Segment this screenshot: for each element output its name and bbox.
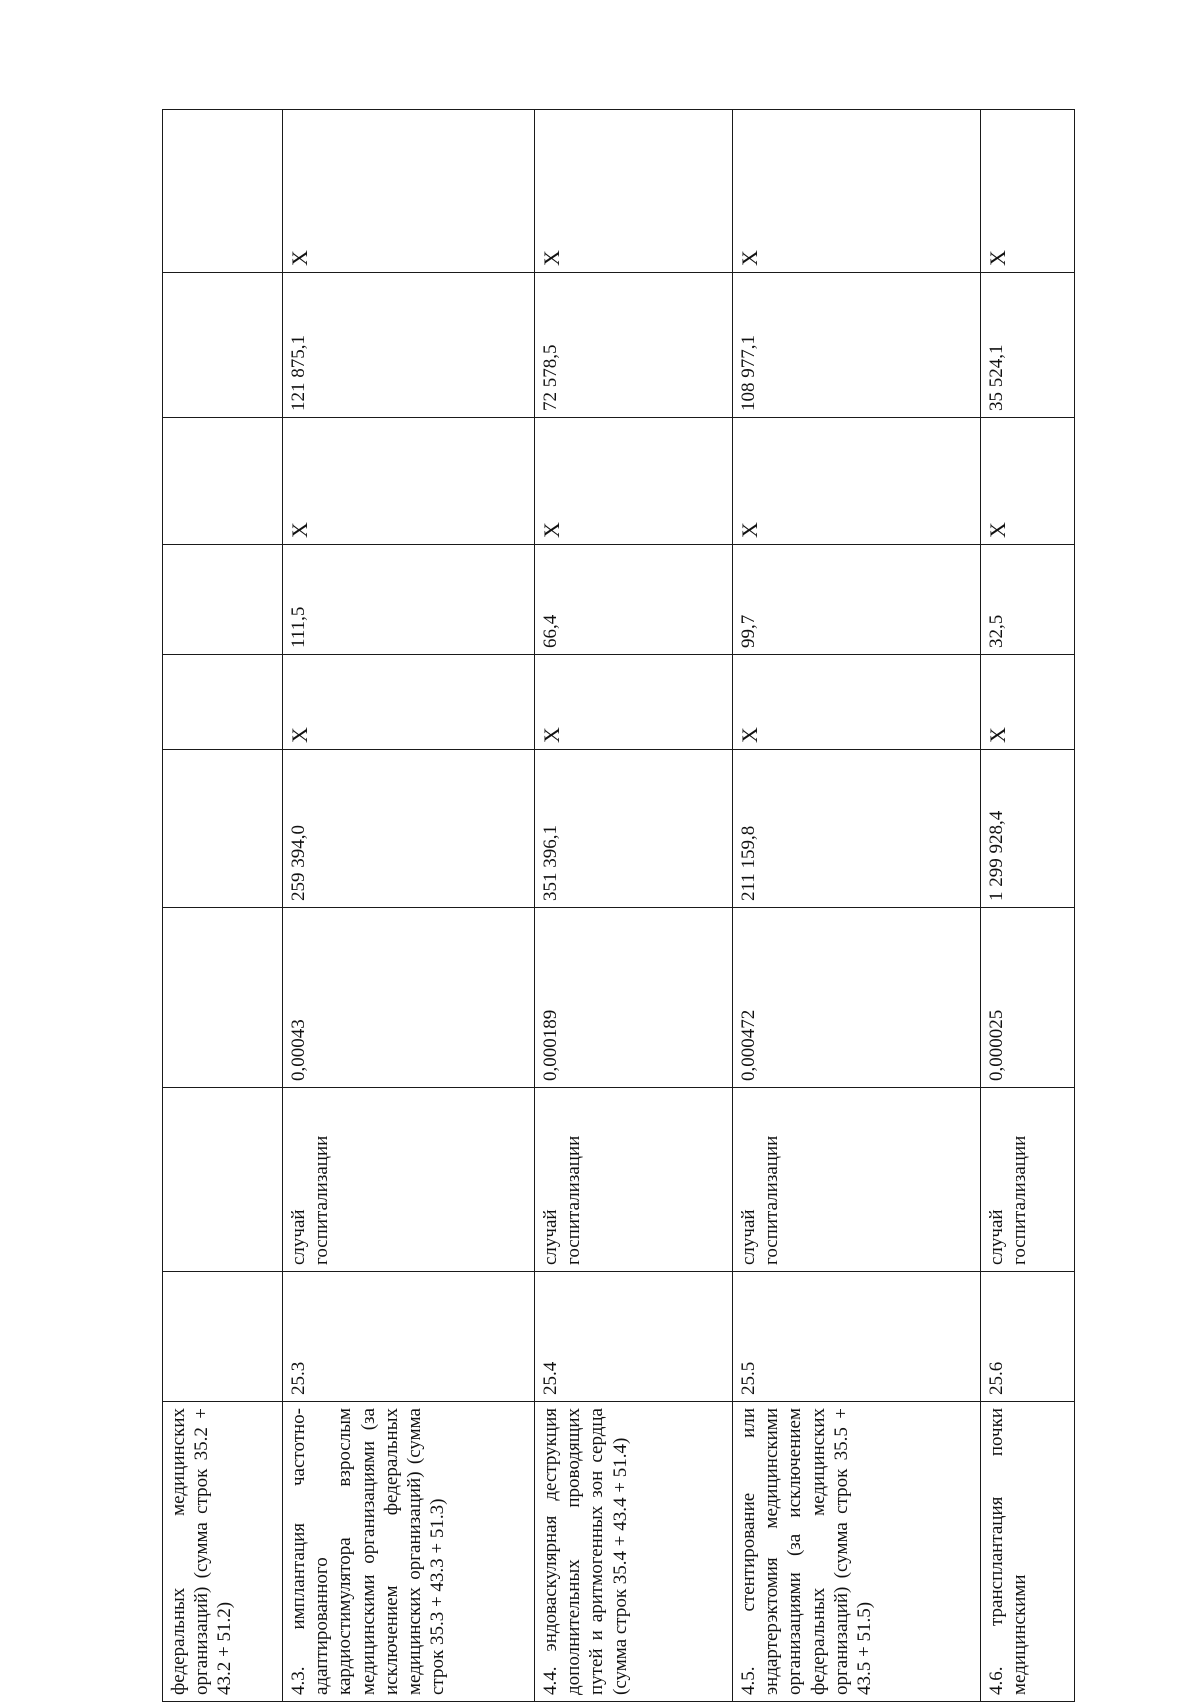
row-name-cell: 4.6. трансплантация почки медицинскими [981,1402,1075,1702]
row-name-cell: 4.5. стентирование или эндартерэктомия медицинскими организациями (за исключением федеральных медицинских организаций) (сумма строк 35.5 + 43.5 + 51.5) [733,1402,981,1702]
table-row [163,110,283,1702]
row-col9-cell: 121 875,1 [283,273,535,418]
row-col7-cell [163,545,283,655]
row-unit-cell: случай госпитализации [535,1088,733,1272]
row-unit-cell: случай госпитализации [981,1088,1075,1272]
row-cost-cell: 259 394,0 [283,750,535,908]
tariff-table [162,109,1075,1702]
row-code-cell [163,1272,283,1402]
row-norm-cell: 0,000189 [535,908,733,1088]
row-col6-cell: X [981,655,1075,750]
row-col10-cell [163,110,283,273]
row-col6-cell: X [283,655,535,750]
row-col9-cell: 72 578,5 [535,273,733,418]
row-col8-cell: X [733,418,981,545]
row-cost-cell: 211 159,8 [733,750,981,908]
rotated-table-container [162,110,1074,1702]
row-norm-cell [163,908,283,1088]
table-row [733,110,981,1702]
row-col7-cell: 111,5 [283,545,535,655]
row-col9-cell: 108 977,1 [733,273,981,418]
row-col10-cell: X [733,110,981,273]
row-col10-cell: X [981,110,1075,273]
row-unit-cell: случай госпитализации [733,1088,981,1272]
table-row [283,110,535,1702]
row-unit-cell: случай госпитализации [283,1088,535,1272]
row-code-cell: 25.5 [733,1272,981,1402]
row-col8-cell [163,418,283,545]
table-row [981,110,1075,1702]
row-norm-cell: 0,000472 [733,908,981,1088]
row-name-cell: федеральных медицинских организаций) (сумма строк 35.2 + 43.2 + 51.2) [163,1402,283,1702]
row-col8-cell: X [981,418,1075,545]
row-norm-cell: 0,00043 [283,908,535,1088]
row-norm-cell: 0,000025 [981,908,1075,1088]
row-col7-cell: 99,7 [733,545,981,655]
row-code-cell: 25.4 [535,1272,733,1402]
row-cost-cell: 351 396,1 [535,750,733,908]
row-col9-cell [163,273,283,418]
row-code-cell: 25.6 [981,1272,1075,1402]
row-col10-cell: X [535,110,733,273]
row-col8-cell: X [283,418,535,545]
row-col6-cell [163,655,283,750]
row-col9-cell: 35 524,1 [981,273,1075,418]
row-col7-cell: 66,4 [535,545,733,655]
row-cost-cell: 1 299 928,4 [981,750,1075,908]
row-name-cell: 4.4. эндоваскулярная деструкция дополнительных проводящих путей и аритмогенных зон сердца (сумма строк 35.4 + 43.4 + 51.4) [535,1402,733,1702]
row-name-cell: 4.3. имплантация частотно-адаптированного кардиостимулятора взрослым медицинскими организациями (за исключением федеральных медицинских организаций) (сумма строк 35.3 + 43.3 + 51.3) [283,1402,535,1702]
row-cost-cell [163,750,283,908]
row-code-cell: 25.3 [283,1272,535,1402]
row-unit-cell [163,1088,283,1272]
row-col10-cell: X [283,110,535,273]
row-col6-cell: X [733,655,981,750]
row-col6-cell: X [535,655,733,750]
row-col7-cell: 32,5 [981,545,1075,655]
table-row [535,110,733,1702]
row-col8-cell: X [535,418,733,545]
